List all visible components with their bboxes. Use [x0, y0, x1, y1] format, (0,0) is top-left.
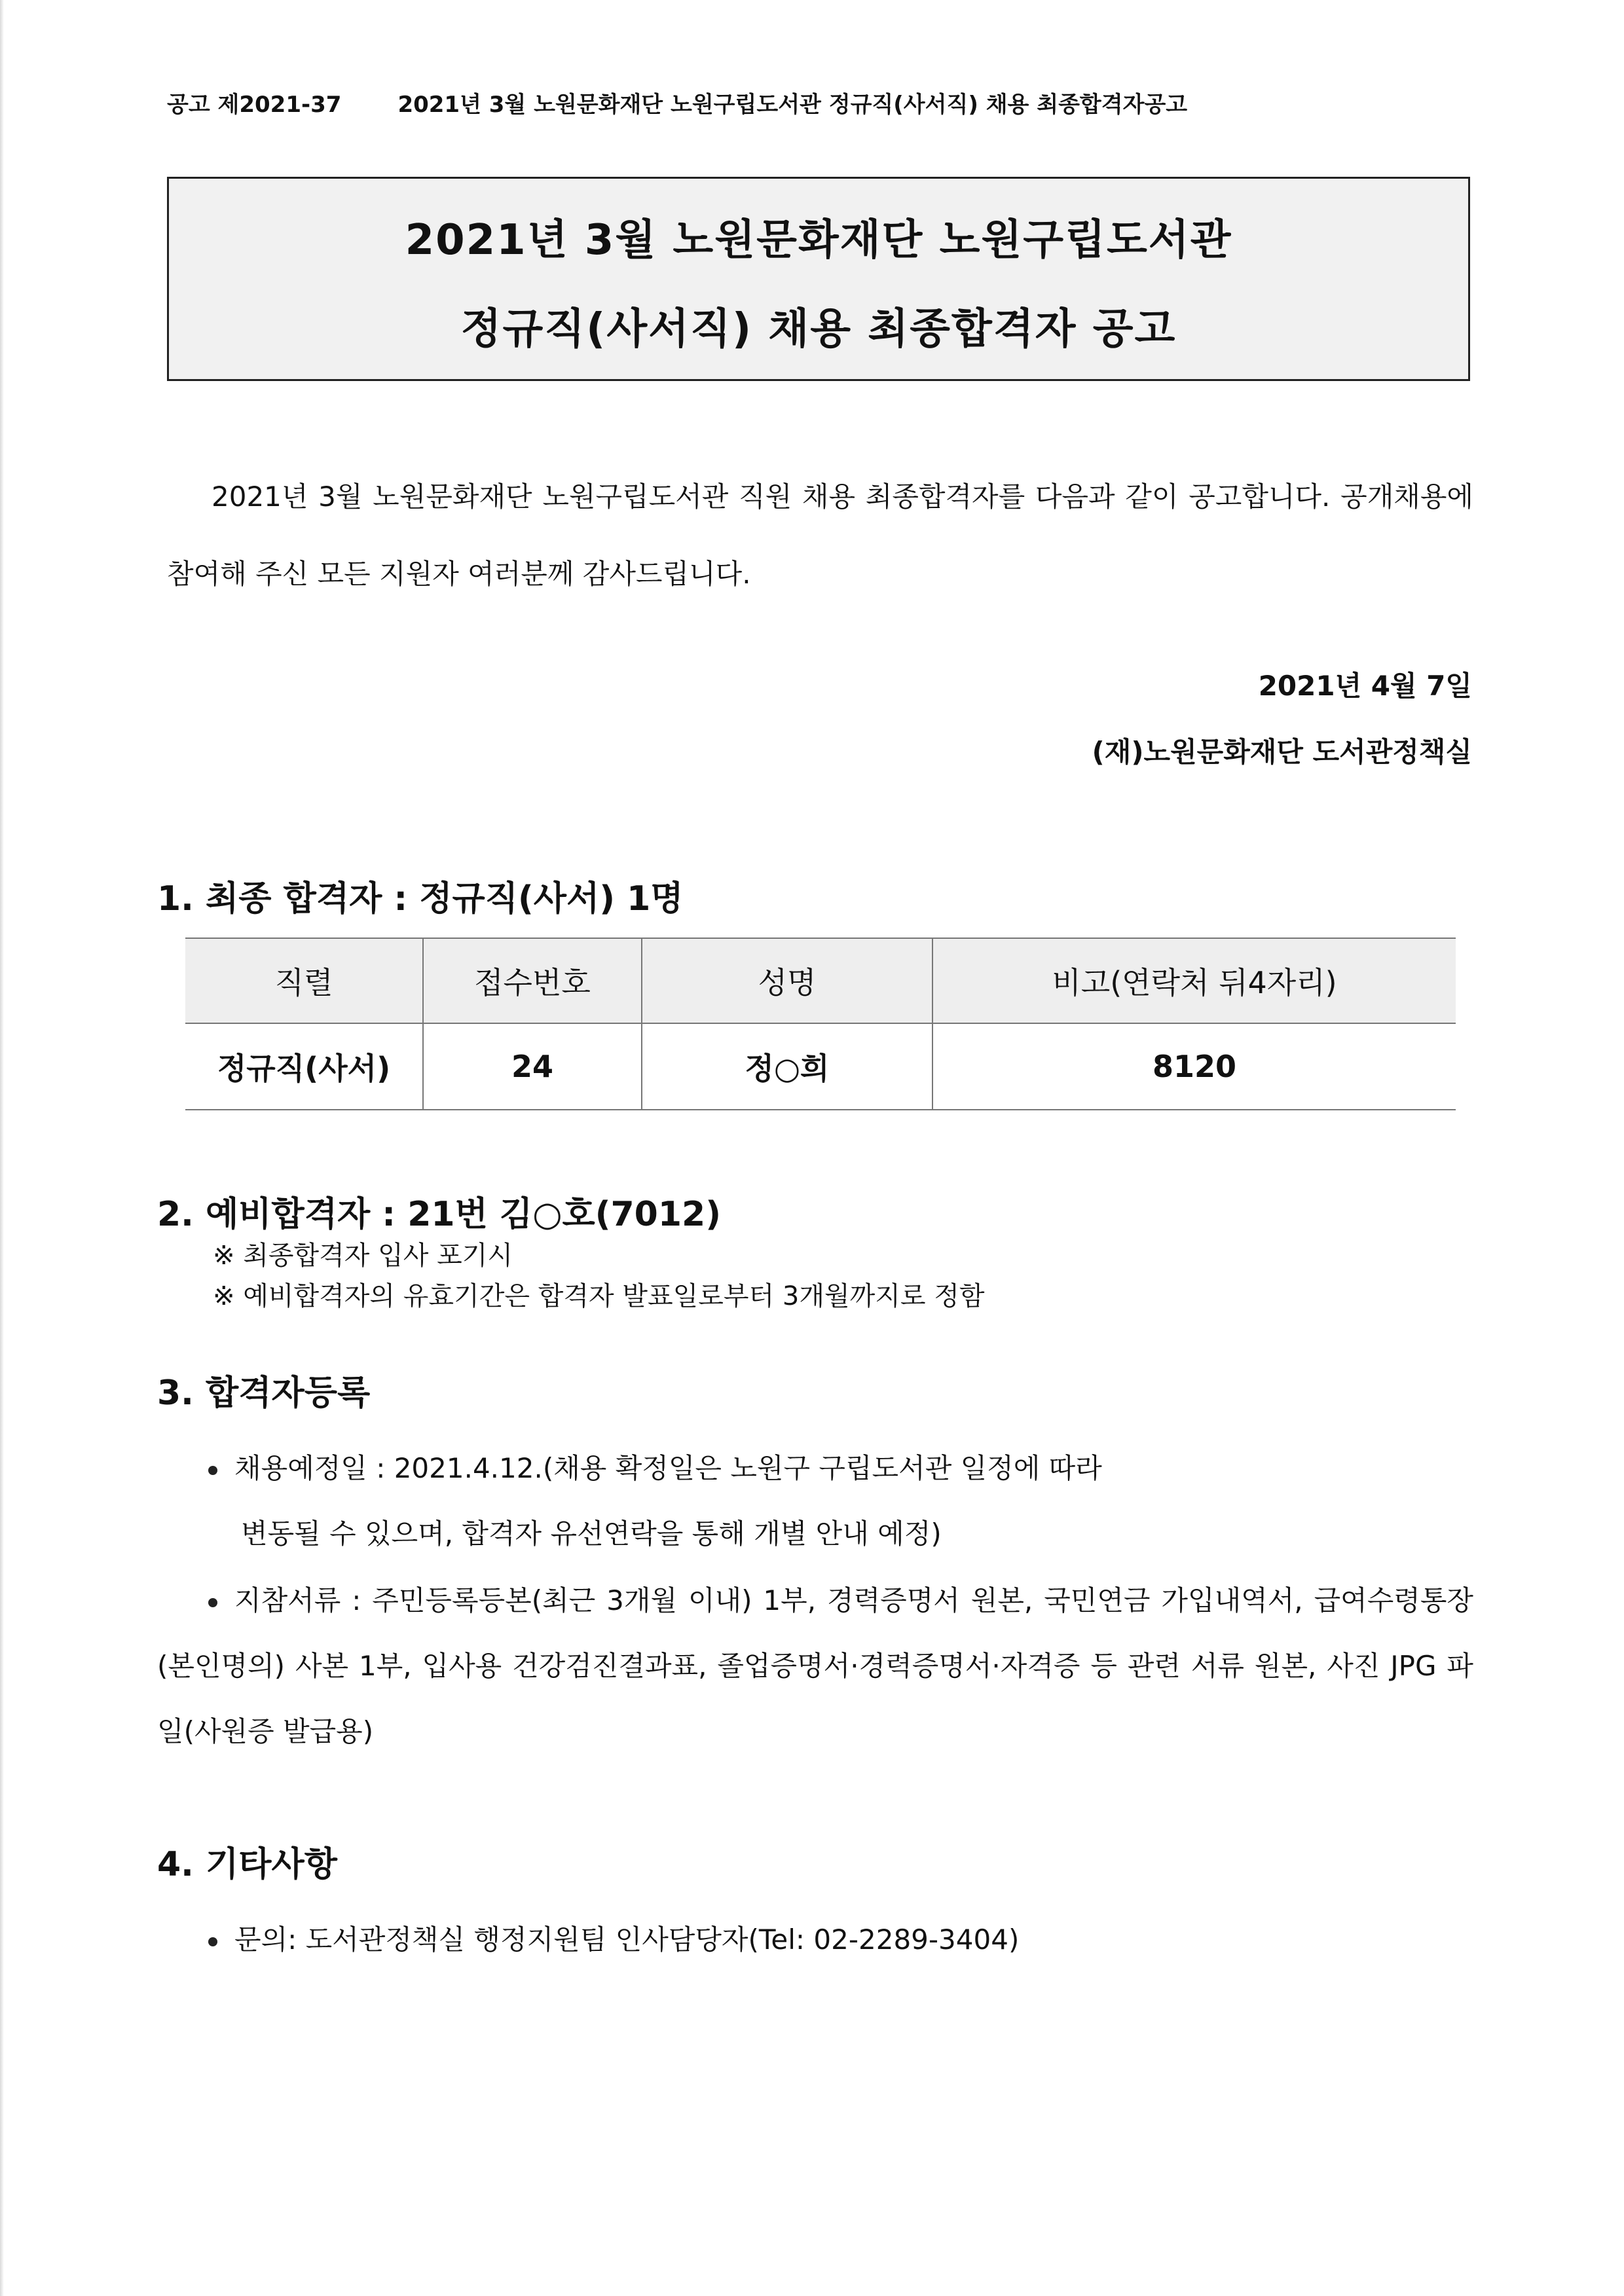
title-line-2: 정규직(사서직) 채용 최종합격자 공고: [460, 305, 1177, 354]
section-3-title: 3. 합격자등록: [157, 1374, 371, 1413]
contact-text: 문의: 도서관정책실 행정지원팀 인사담당자(Tel: 02-2289-3404): [234, 1923, 1020, 1956]
organization-name: (재)노원문화재단 도서관정책실: [1092, 736, 1472, 768]
table-row: [185, 1023, 1456, 1110]
section-2-title: 2. 예비합격자 : 21번 김○호(7012): [157, 1195, 721, 1234]
cell-name: 정○희: [642, 1023, 932, 1110]
section-1-title: 1. 최종 합격자 : 정규직(사서) 1명: [157, 879, 684, 919]
table-header-row: [185, 938, 1456, 1023]
hire-date-text-2: 변동될 수 있으며, 합격자 유선연락을 통해 개별 안내 예정): [241, 1518, 942, 1550]
section-2-note-2: ※ 예비합격자의 유효기간은 합격자 발표일로부터 3개월까지로 정함: [213, 1281, 985, 1311]
cell-application-number: 24: [423, 1023, 642, 1110]
title-box: [167, 177, 1470, 381]
bullet-icon: [208, 1598, 217, 1607]
section-2-note-1: ※ 최종합격자 입사 포기시: [213, 1241, 513, 1271]
final-candidate-table: [185, 938, 1456, 1110]
cell-remarks: 8120: [932, 1023, 1456, 1110]
header-remarks: 비고(연락처 뒤4자리): [932, 938, 1456, 1023]
header-name: 성명: [642, 938, 932, 1023]
header-application-number: 접수번호: [423, 938, 642, 1023]
bullet-documents: [157, 1568, 1473, 1764]
documents-text: 지참서류 : 주민등록등본(최근 3개월 이내) 1부, 경력증명서 원본, 국민연금 가입내역서, 급여수령통장(본인명의) 사본 1부, 입사용 건강검진결과표, 졸업증명서·경력증명서·자격증 등 관련 서류 원본, 사진 JPG 파일(사원증 발급용): [157, 1584, 1473, 1747]
intro-paragraph: 2021년 3월 노원문화재단 노원구립도서관 직원 채용 최종합격자를 다음과 같이 공고합니다. 공개채용에 참여해 주신 모든 지원자 여러분께 감사드립니다.: [167, 481, 1473, 590]
notice-date: 2021년 4월 7일: [1258, 670, 1472, 702]
notice-number: 공고 제2021-37: [167, 92, 342, 118]
hire-date-text-1: 채용예정일 : 2021.4.12.(채용 확정일은 노원구 구립도서관 일정에 따라: [234, 1452, 1102, 1484]
bullet-icon: [208, 1937, 217, 1946]
notice-header-title: 2021년 3월 노원문화재단 노원구립도서관 정규직(사서직) 채용 최종합격자공고: [397, 92, 1188, 118]
bullet-hire-date: [208, 1447, 1102, 1486]
section-4-title: 4. 기타사항: [157, 1845, 337, 1884]
header-position: 직렬: [185, 938, 423, 1023]
bullet-icon: [208, 1466, 217, 1475]
title-line-1: 2021년 3월 노원문화재단 노원구립도서관: [405, 216, 1232, 264]
header-line: [167, 86, 1187, 118]
scan-edge-shadow: [0, 0, 4, 2296]
cell-position: 정규직(사서): [185, 1023, 423, 1110]
bullet-contact: [208, 1918, 1019, 1958]
